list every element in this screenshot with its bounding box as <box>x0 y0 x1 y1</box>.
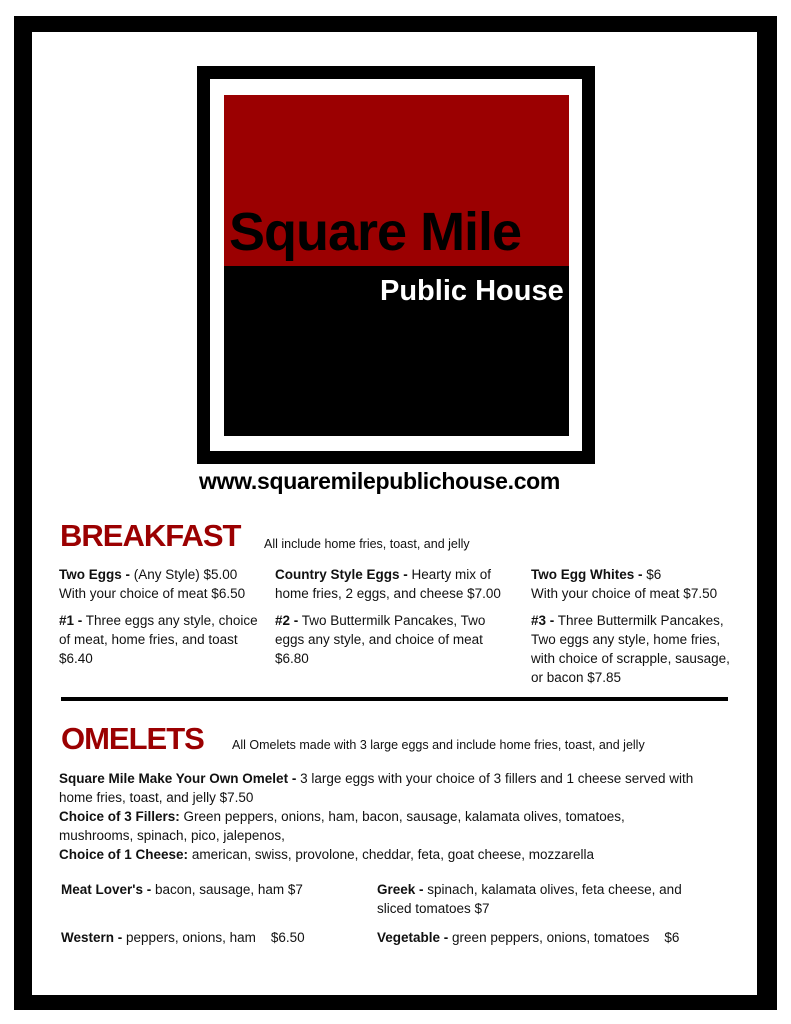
item-desc: bacon, sausage, ham $7 <box>155 882 303 897</box>
menu-item-make-your-own <box>59 769 729 807</box>
item-desc: $6 <box>646 567 662 582</box>
logo-subtitle: Public House <box>380 275 564 307</box>
website-link[interactable]: www.squaremilepublichouse.com <box>199 468 561 494</box>
menu-item-western <box>61 928 361 947</box>
item-name: Vegetable - <box>377 930 449 945</box>
fillers-label: Choice of 3 Fillers: <box>59 809 180 824</box>
menu-item-two-egg-whites <box>531 565 741 603</box>
item-desc: Two Buttermilk Pancakes, Two eggs any style, and choice of meat $6.80 <box>275 613 486 666</box>
item-desc: Hearty mix of <box>411 567 492 582</box>
menu-item-combo-3 <box>531 611 743 687</box>
item-desc: Three Buttermilk Pancakes, Two eggs any style, home fries, with choice of scrapple, sausage, or bacon $7.85 <box>531 613 730 685</box>
item-desc-line2: With your choice of meat $6.50 <box>59 586 246 601</box>
menu-item-two-eggs <box>59 565 271 603</box>
menu-item-meat-lovers <box>61 880 361 899</box>
item-desc-line2: home fries, 2 eggs, and cheese $7.00 <box>275 586 501 601</box>
item-desc: peppers, onions, ham $6.50 <box>126 930 305 945</box>
item-desc: 3 large eggs with your choice of 3 fillers and 1 cheese served with home fries, toast, and jelly $7.50 <box>59 771 694 805</box>
item-name: Country Style Eggs - <box>275 567 408 582</box>
cheese-desc: american, swiss, provolone, cheddar, feta, goat cheese, mozzarella <box>191 847 595 862</box>
item-name: #3 - <box>531 613 555 628</box>
menu-item-combo-1 <box>59 611 264 668</box>
item-name: #1 - <box>59 613 83 628</box>
cheese-label: Choice of 1 Cheese: <box>59 847 189 862</box>
item-name: #2 - <box>275 613 299 628</box>
item-desc: green peppers, onions, tomatoes $6 <box>452 930 680 945</box>
item-desc: Three eggs any style, choice of meat, home fries, and toast $6.40 <box>59 613 258 666</box>
menu-item-combo-2 <box>275 611 503 668</box>
breakfast-note: All include home fries, toast, and jelly <box>264 537 470 551</box>
item-name: Two Egg Whites - <box>531 567 643 582</box>
item-desc: (Any Style) $5.00 <box>133 567 238 582</box>
omelets-heading: OMELETS <box>61 721 204 756</box>
item-desc-line2: With your choice of meat $7.50 <box>531 586 718 601</box>
item-name: Square Mile Make Your Own Omelet - <box>59 771 297 786</box>
section-divider <box>61 697 728 701</box>
item-name: Meat Lover's - <box>61 882 152 897</box>
item-name: Western - <box>61 930 123 945</box>
item-name: Greek - <box>377 882 424 897</box>
omelets-note: All Omelets made with 3 large eggs and include home fries, toast, and jelly <box>232 738 645 752</box>
menu-item-country-style-eggs <box>275 565 525 603</box>
fillers-list <box>59 807 669 845</box>
cheese-list <box>59 845 729 864</box>
fillers-desc: Green peppers, onions, ham, bacon, sausage, kalamata olives, tomatoes, mushrooms, spinach, pico, jalepenos, <box>59 809 625 843</box>
item-name: Two Eggs - <box>59 567 130 582</box>
logo-title: Square Mile <box>229 202 522 262</box>
item-desc: spinach, kalamata olives, feta cheese, and sliced tomatoes $7 <box>377 882 682 916</box>
menu-item-vegetable <box>377 928 722 947</box>
menu-item-greek <box>377 880 689 918</box>
breakfast-heading: BREAKFAST <box>60 518 241 553</box>
